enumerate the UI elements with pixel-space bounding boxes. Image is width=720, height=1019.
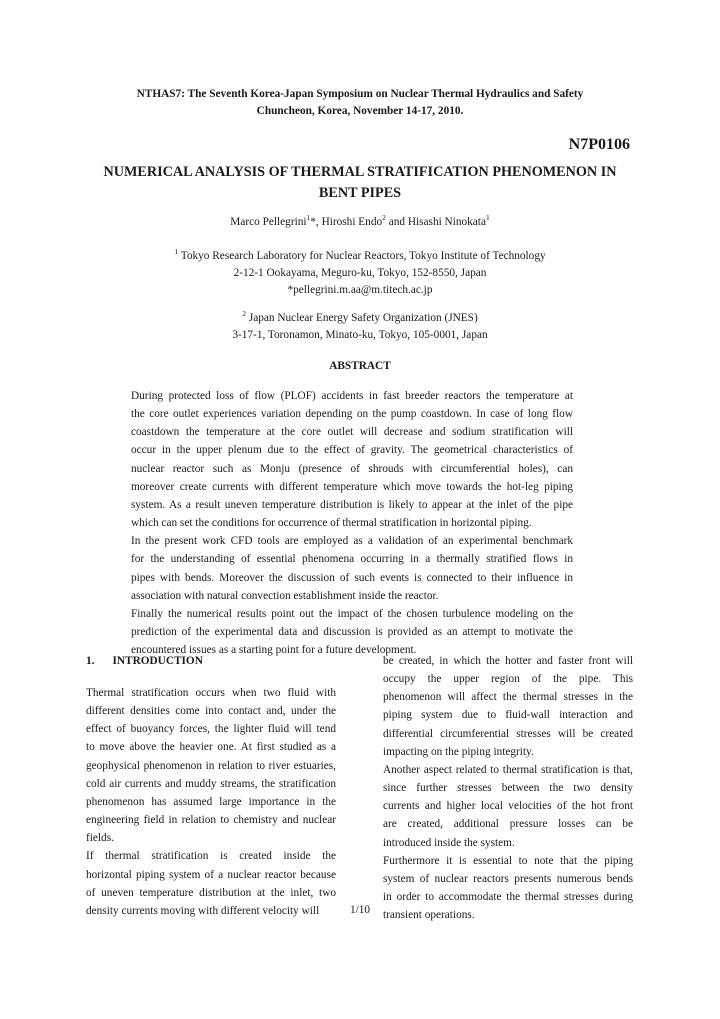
- intro-text-line: cold air currents and muddy streams, the stratification: [86, 777, 336, 790]
- section-number: 1.: [86, 655, 95, 667]
- affiliation-1-address: 2-12-1 Ookayama, Meguro-ku, Tokyo, 152-8550, Japan: [233, 267, 487, 279]
- author-2-affil: 2: [382, 213, 386, 223]
- abstract-line: system. As a result uneven temperature distribution is likely to appear at the inlet of the pipe: [131, 498, 573, 511]
- intro-text-line: impacting on the piping integrity.: [383, 745, 534, 758]
- abstract-line: nuclear reactor such as Monju (presence of shrouds with circumferential holes), can: [131, 462, 573, 475]
- intro-text-line: are created, additional pressure losses can be: [383, 818, 633, 831]
- affiliation-1-name: Tokyo Research Laboratory for Nuclear Reactors, Tokyo Institute of Technology: [178, 250, 546, 262]
- abstract-line: which can set the conditions for occurrence of thermal stratification in horizontal piping.: [131, 517, 532, 530]
- abstract-body: [131, 387, 573, 659]
- section-heading-introduction: [86, 655, 203, 667]
- author-3: and Hisashi Ninokata: [385, 216, 486, 228]
- paper-code: N7P0106: [568, 136, 630, 153]
- intro-text-line: be created, in which the hotter and faster front will: [383, 655, 633, 667]
- author-3-affil: 1: [485, 213, 490, 223]
- paper-title-line-1: NUMERICAL ANALYSIS OF THERMAL STRATIFICATION PHENOMENON IN: [103, 164, 617, 180]
- conference-line-1: NTHAS7: The Seventh Korea-Japan Symposium on Nuclear Thermal Hydraulics and Safety: [136, 88, 584, 100]
- intro-text-line: of uneven temperature distribution at the inlet, two: [86, 886, 336, 899]
- intro-text-line: effect of buoyancy forces, the lighter fluid will tend: [86, 723, 336, 736]
- intro-text-line: density currents moving with different velocity will: [86, 904, 320, 917]
- intro-text-line: occupy the upper region of the pipe. This: [383, 673, 633, 686]
- corresponding-email[interactable]: *pellegrini.m.aa@m.titech.ac.jp: [287, 284, 433, 296]
- abstract-line: the core outlet experiences variation depending on the pump coastdown. In case of long flow: [131, 408, 573, 421]
- intro-text-line: horizontal piping system of a nuclear reactor because: [86, 868, 336, 881]
- abstract-line: for the understanding of essential phenomena occurring in a thermally stratified flows in: [131, 553, 573, 566]
- intro-text-line: Thermal stratification occurs when two fluid with: [86, 687, 336, 699]
- abstract-heading: ABSTRACT: [329, 360, 391, 372]
- intro-text-line: Another aspect related to thermal stratification is that,: [383, 763, 633, 776]
- intro-text-line: piping system due to fluid-wall interaction and: [383, 709, 633, 722]
- affiliation-2-name: Japan Nuclear Energy Safety Organization (JNES): [246, 312, 478, 324]
- affiliation-1-line-1: [0, 248, 720, 265]
- abstract-line: prediction of the experimental data and discussion is provided as an attempt to motivate the: [131, 626, 573, 639]
- intro-text-line: phenomenon has assumed large importance in the: [86, 795, 336, 808]
- intro-left-column: [86, 684, 336, 920]
- paper-title-line-2: BENT PIPES: [318, 185, 402, 201]
- abstract-line: During protected loss of flow (PLOF) accidents in fast breeder reactors the temperature at: [131, 390, 573, 402]
- intro-text-line: to move above the heavier one. At first studied as a: [86, 741, 336, 754]
- intro-text-line: currents and higher local velocities of the hot front: [383, 800, 633, 813]
- affiliation-1-mark: 1: [174, 247, 179, 257]
- intro-text-line: fields.: [86, 832, 114, 845]
- intro-text-line: geophysical phenomenon in relation to river estuaries,: [86, 759, 336, 772]
- abstract-paragraph-2: [131, 532, 573, 605]
- author-1-affil: 1: [306, 213, 311, 223]
- intro-text-line: different densities come into contact and, under the: [86, 705, 336, 718]
- abstract-line: coastdown the temperature at the core outlet will decrease and sodium stratification will: [131, 426, 573, 439]
- author-list: [0, 214, 720, 231]
- abstract-line: Finally the numerical results point out the impact of the chosen turbulence modeling on the: [131, 607, 573, 620]
- conference-line-2: Chuncheon, Korea, November 14-17, 2010.: [256, 105, 464, 117]
- section-title: INTRODUCTION: [112, 655, 203, 667]
- abstract-line: encountered issues as a starting point for a future development.: [131, 644, 417, 657]
- author-2: *, Hiroshi Endo: [310, 216, 383, 228]
- abstract-line: pipes with bends. Moreover the discussion of such events is connected to their influence in: [131, 571, 573, 584]
- intro-text-line: introduced inside the system.: [383, 836, 515, 849]
- affiliation-2-line-1: [0, 310, 720, 327]
- affiliation-2-address: 3-17-1, Toronamon, Minato-ku, Tokyo, 105-0001, Japan: [232, 329, 488, 341]
- intro-text-line: differential circumferential stresses will be created: [383, 727, 633, 740]
- abstract-line: moreover create currents with different temperature which move towards the hot-leg piping: [131, 480, 573, 493]
- intro-text-line: phenomenon will affect the thermal stresses in the: [383, 691, 633, 704]
- page-number: 1/10: [349, 904, 371, 916]
- intro-text-line: system of nuclear reactors presents numerous bends: [383, 872, 633, 885]
- abstract-line: occur in the upper plenum due to the effect of gravity. The geometrical characteristics of: [131, 444, 573, 457]
- affiliation-2-mark: 2: [242, 309, 246, 319]
- intro-text-line: engineering field in relation to chemistry and nuclear: [86, 814, 336, 827]
- abstract-paragraph-1: [131, 387, 573, 532]
- intro-text-line: Furthermore it is essential to note that the piping: [383, 854, 633, 867]
- abstract-line: In the present work CFD tools are employed as a validation of an experimental benchmark: [131, 535, 573, 548]
- author-1: Marco Pellegrini: [230, 216, 307, 228]
- intro-text-line: If thermal stratification is created inside the: [86, 850, 336, 863]
- intro-text-line: in order to accommodate the thermal stresses during: [383, 891, 633, 904]
- intro-text-line: transient operations.: [383, 909, 475, 922]
- abstract-line: association with natural convection establishment inside the reactor.: [131, 589, 439, 602]
- intro-right-column: [383, 652, 633, 924]
- intro-text-line: since further stresses between the two density: [383, 782, 633, 795]
